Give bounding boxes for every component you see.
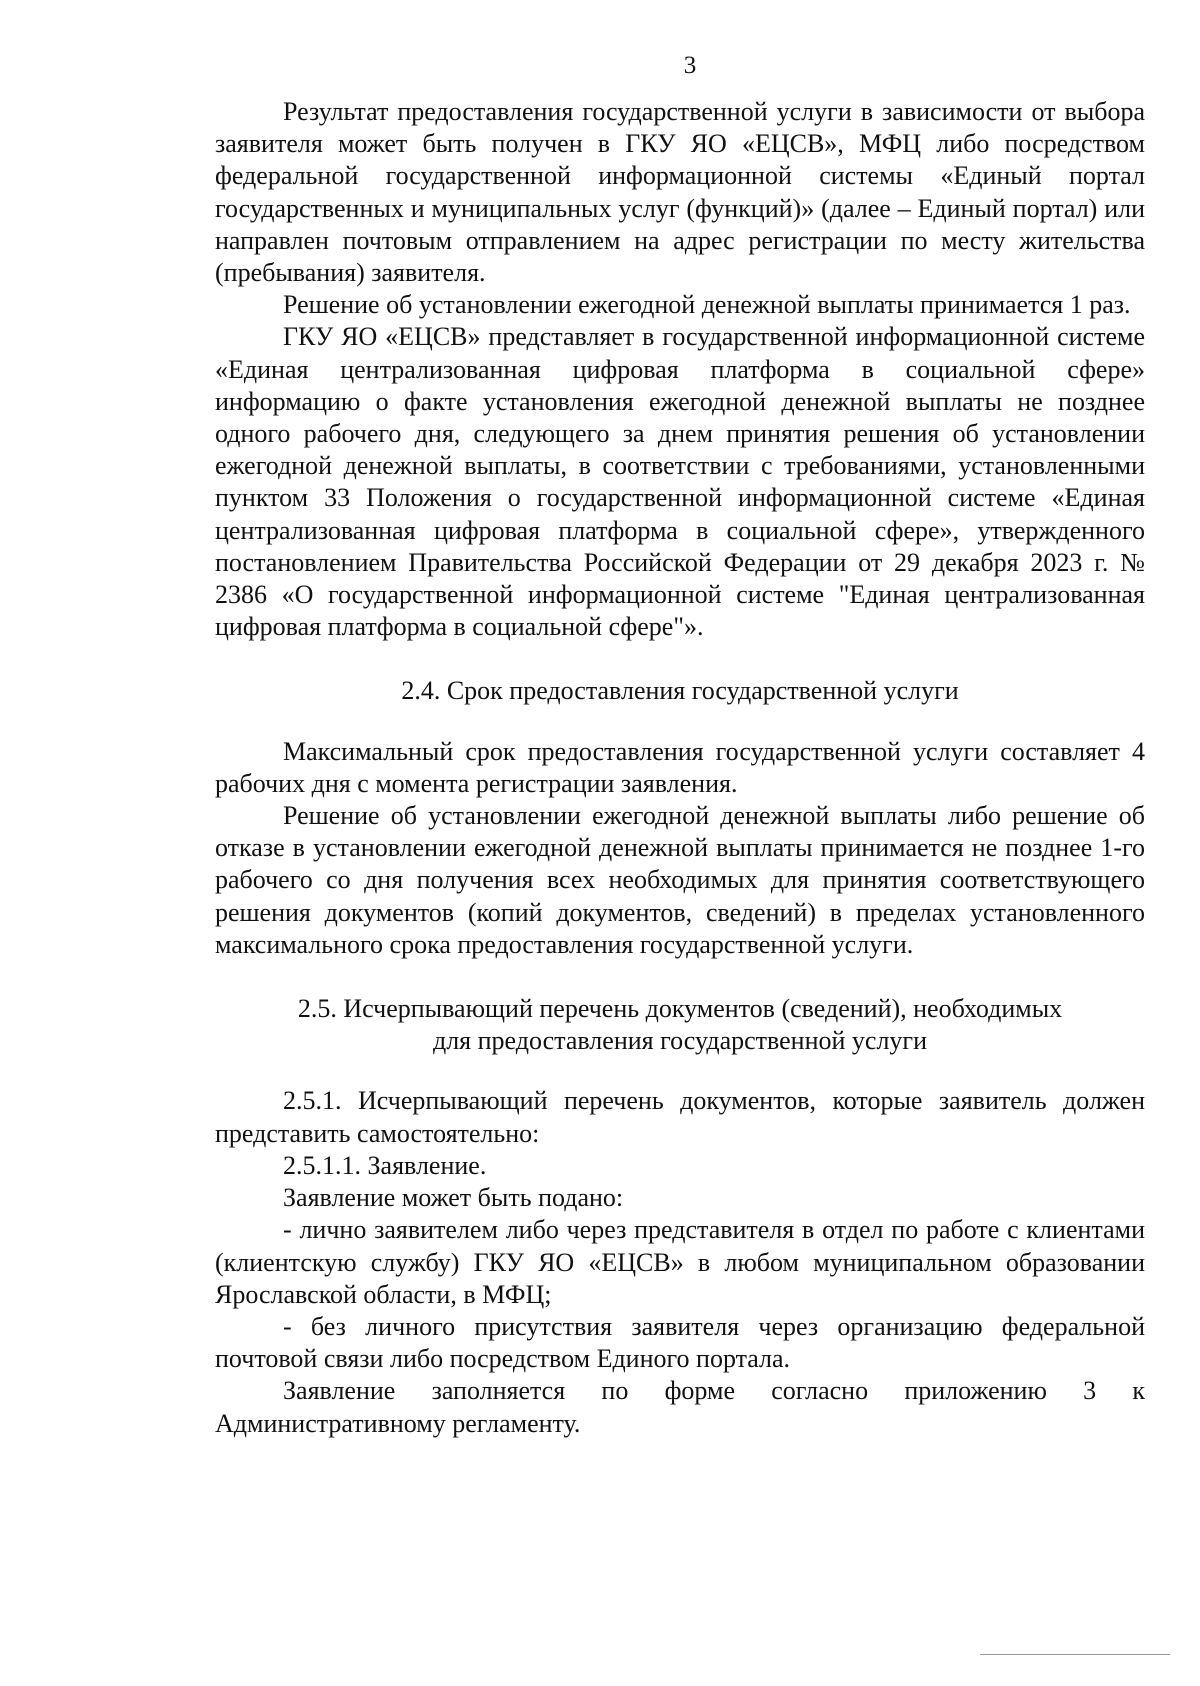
spacer	[215, 643, 1145, 675]
paragraph-decision-once: Решение об установлении ежегодной денежной выплаты принимается 1 раз.	[283, 290, 1131, 320]
list-item-remote: - без личного присутствия заявителя через организацию федеральной почтовой связи либо посредством Единого портала.	[215, 1311, 1145, 1374]
section-heading-2-5-line2: для предоставления государственной услуги	[432, 1026, 928, 1056]
paragraph-max-term: Максимальный срок предоставления государственной услуги составляет 4 рабочих дня с момента регистрации заявления.	[215, 736, 1145, 798]
paragraph-result-delivery: Результат предоставления государственной услуги в зависимости от выбора заявителя может быть получен в ГКУ ЯО «ЕЦСВ», МФЦ либо посредством федеральной государственной информационной системы «Единый портал государственных и муниципальных услуг (функций)» (далее – Единый портал) или направлен почтовым отправлением на адрес регистрации по месту жительства (пребывания) заявителя.	[215, 97, 1145, 288]
paragraph-submission-intro: Заявление может быть подано:	[283, 1183, 624, 1213]
paragraph-decision-term: Решение об установлении ежегодной денежной выплаты либо решение об отказе в установлении ежегодной денежной выплаты принимается не позднее 1-го рабочего со дня получения всех необходимых для принятия соответствующего решения документов (копий документов, сведений) в пределах установленного максимального срока предоставления государственной услуги.	[215, 801, 1145, 959]
spacer	[215, 708, 1145, 736]
document-page	[215, 50, 1145, 1440]
paragraph-egisso-info: ГКУ ЯО «ЕЦСВ» представляет в государственной информационной системе «Единая централизованная цифровая платформа в социальной сфере» информацию о факте установления ежегодной денежной выплаты не позднее одного рабочего дня, следующего за днем принятия решения об установлении ежегодной денежной выплаты, в соответствии с требованиями, установленными пунктом 33 Положения о государственной информационной системе «Единая централизованная цифровая платформа в социальной сфере», утвержденного постановлением Правительства Российской Федерации от 29 декабря 2023 г. № 2386 «О государственной информационной системе "Единая централизованная цифровая платформа в социальной сфере"».	[215, 322, 1145, 642]
spacer	[215, 1057, 1145, 1085]
section-heading-2-4: 2.4. Срок предоставления государственной услуги	[401, 676, 959, 706]
paragraph-2-5-1: 2.5.1. Исчерпывающий перечень документов, которые заявитель должен представить самостоятельно:	[215, 1086, 1145, 1148]
list-item-in-person: - лично заявителем либо через представителя в отдел по работе с клиентами (клиентскую службу) ГКУ ЯО «ЕЦСВ» в любом муниципальном образовании Ярославской области, в МФЦ;	[215, 1215, 1145, 1309]
paragraph-form-appendix: Заявление заполняется по форме согласно приложению 3 к Административному регламенту.	[215, 1376, 1145, 1438]
section-heading-2-5-line1: 2.5. Исчерпывающий перечень документов (сведений), необходимых	[297, 994, 1063, 1024]
footer-rule	[980, 1654, 1170, 1655]
spacer	[215, 961, 1145, 993]
paragraph-2-5-1-1: 2.5.1.1. Заявление.	[283, 1150, 487, 1180]
page-number: 3	[683, 52, 697, 79]
